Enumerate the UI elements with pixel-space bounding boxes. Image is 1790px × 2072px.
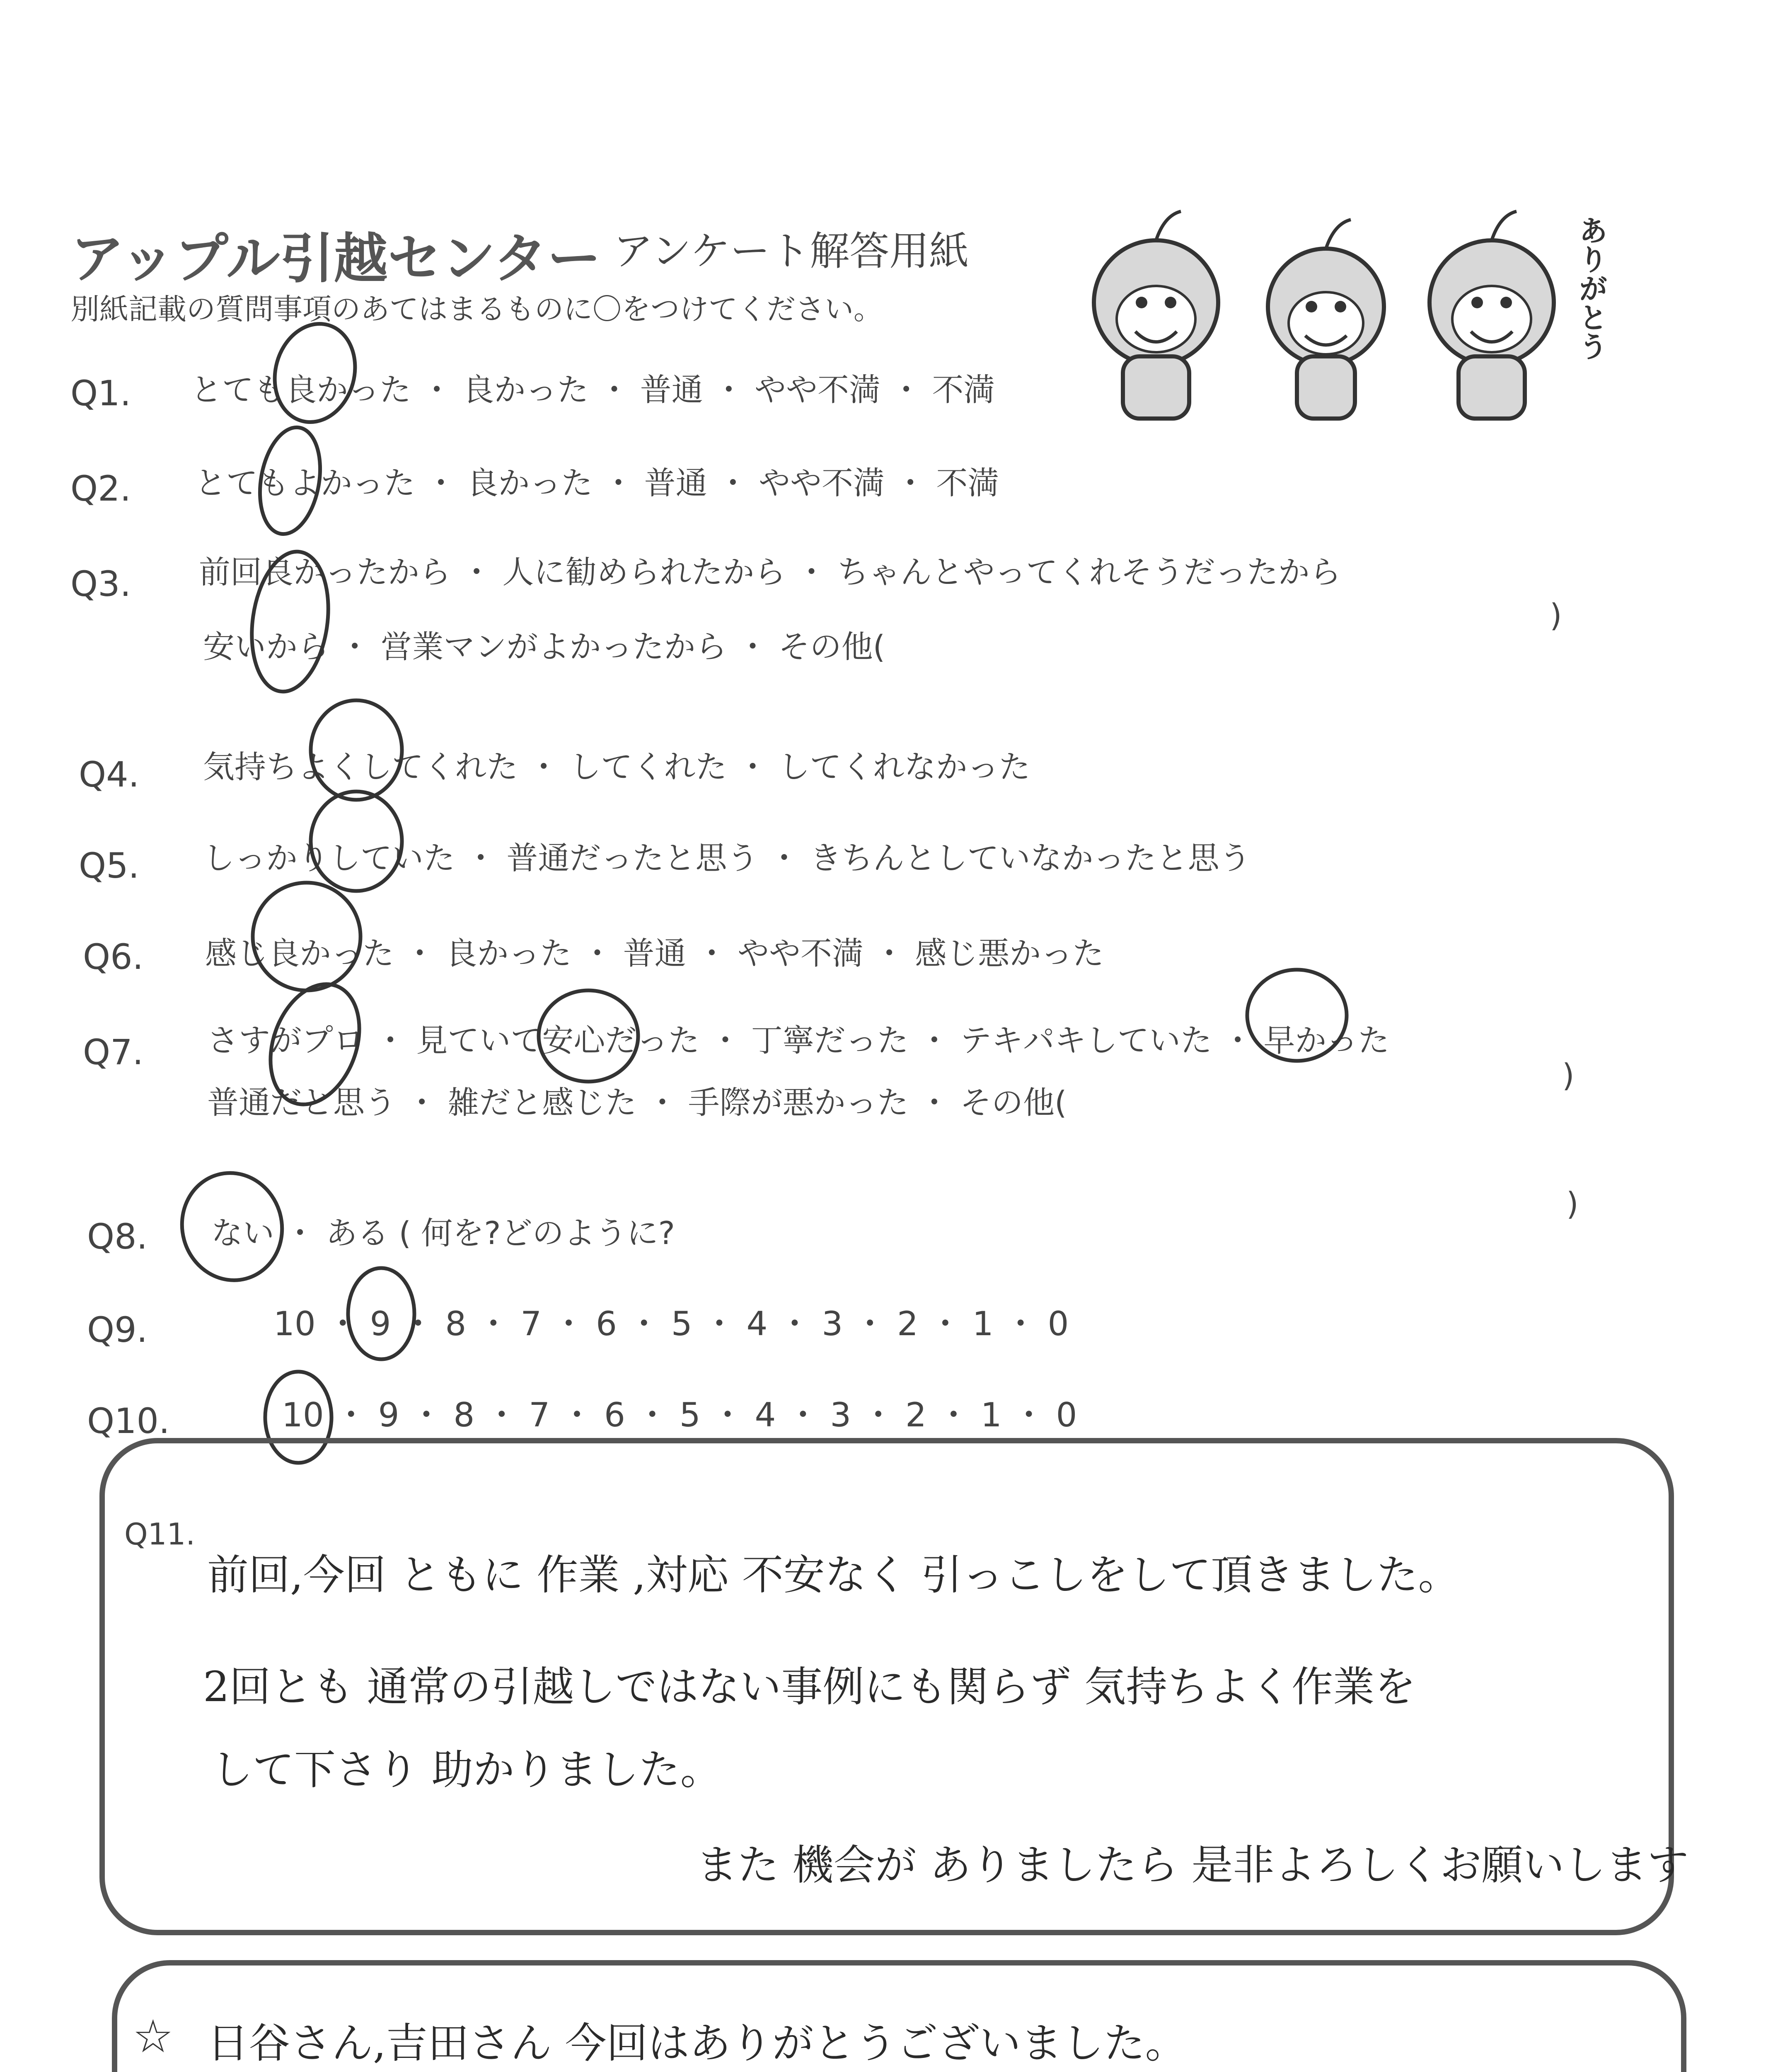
q6-option-2[interactable]: 良かった bbox=[445, 935, 572, 972]
q7-selected-circle-1 bbox=[255, 972, 375, 1117]
q6-number: Q6. bbox=[83, 937, 144, 977]
q9-score-3[interactable]: 3 bbox=[822, 1305, 843, 1343]
q10-number: Q10. bbox=[87, 1401, 170, 1441]
form-title: アンケート解答用紙 bbox=[613, 228, 969, 274]
mascot-thanks-text: ありがとう bbox=[1574, 215, 1608, 361]
q7-option-7[interactable]: 雑だと感じた bbox=[448, 1084, 637, 1121]
q7-option-2[interactable]: 見ていて安心だった bbox=[416, 1022, 700, 1059]
q5-option-1[interactable]: しっかりしていた bbox=[203, 840, 455, 876]
q1-selected-circle bbox=[264, 315, 366, 431]
q4-option-3[interactable]: してくれなかった bbox=[778, 748, 1030, 785]
q2-number: Q2. bbox=[70, 468, 131, 509]
q3-option-6[interactable]: その他( bbox=[778, 628, 885, 665]
q7-selected-circle-2 bbox=[539, 990, 638, 1082]
q8-selected-circle bbox=[170, 1162, 294, 1291]
q6-option-1[interactable]: 感じ良かった bbox=[205, 935, 394, 972]
q9-score-10[interactable]: 10 bbox=[273, 1305, 316, 1343]
q4-number: Q4. bbox=[79, 754, 140, 795]
q10-score-3[interactable]: 3 bbox=[830, 1396, 851, 1434]
q1-option-1[interactable]: とても良かった bbox=[191, 371, 411, 408]
q9-score-1[interactable]: 1 bbox=[972, 1305, 994, 1343]
q9-score-2[interactable]: 2 bbox=[897, 1305, 918, 1343]
q4-options: 気持ちよくしてくれた ・ してくれた ・ してくれなかった bbox=[203, 748, 1030, 785]
q5-options: しっかりしていた ・ 普通だったと思う ・ きちんとしていなかったと思う bbox=[203, 840, 1251, 876]
q1-option-5[interactable]: 不満 bbox=[932, 371, 995, 408]
q3-option-4[interactable]: 安いから bbox=[203, 628, 329, 665]
q3-option-3[interactable]: ちゃんとやってくれそうだったから bbox=[837, 554, 1341, 591]
q3-option-5[interactable]: 営業マンがよかったから bbox=[380, 628, 727, 665]
q3-option-2[interactable]: 人に勧められたから bbox=[502, 554, 786, 591]
q9-score-9[interactable]: 9 bbox=[370, 1305, 391, 1343]
q1-options: とても良かった ・ 良かった ・ 普通 ・ やや不満 ・ 不満 bbox=[191, 371, 995, 408]
q7-options-line1: さすがプロ ・ 見ていて安心だった ・ 丁寧だった ・ テキパキしていた ・ 早かった bbox=[207, 1022, 1390, 1059]
q8-options: ない ・ ある ( 何を?どのように? bbox=[211, 1215, 675, 1251]
q7-selected-circle-3 bbox=[1247, 970, 1347, 1061]
q11-line-3: して下さり 助かりました。 bbox=[211, 1745, 722, 1794]
q9-selected-circle bbox=[348, 1268, 414, 1359]
q9-score-7[interactable]: 7 bbox=[520, 1305, 542, 1343]
q7-options-line2: 普通だと思う ・ 雑だと感じた ・ 手際が悪かった ・ その他( bbox=[207, 1084, 1067, 1121]
comment-line-1: 日谷さん,吉田さん 今回はありがとうございました。 bbox=[207, 2019, 1187, 2067]
q3-selected-circle bbox=[243, 547, 337, 697]
q10-score-4[interactable]: 4 bbox=[755, 1396, 776, 1434]
q1-option-2[interactable]: 良かった bbox=[462, 371, 589, 408]
q7-close-paren: ) bbox=[1562, 1057, 1575, 1094]
q2-option-4[interactable]: やや不満 bbox=[758, 465, 885, 501]
q7-option-6[interactable]: 普通だと思う bbox=[207, 1084, 396, 1121]
q5-option-3[interactable]: きちんとしていなかったと思う bbox=[810, 840, 1251, 876]
brand-title: アップル引越センター bbox=[70, 227, 601, 290]
q9-scale: 10 ・ 9 ・ 8 ・ 7 ・ 6 ・ 5 ・ 4 ・ 3 ・ 2 ・ 1 ・ 0 bbox=[273, 1305, 1069, 1343]
q6-option-5[interactable]: 感じ悪かった bbox=[915, 935, 1104, 972]
q3-close-paren: ) bbox=[1550, 597, 1562, 634]
q10-score-6[interactable]: 6 bbox=[604, 1396, 625, 1434]
q9-score-6[interactable]: 6 bbox=[595, 1305, 617, 1343]
q9-number: Q9. bbox=[87, 1310, 148, 1350]
q10-score-7[interactable]: 7 bbox=[529, 1396, 550, 1434]
q7-option-9[interactable]: その他( bbox=[960, 1084, 1067, 1121]
q7-option-5[interactable]: 早かった bbox=[1263, 1022, 1390, 1059]
q11-line-4: また 機会が ありましたら 是非よろしくお願いします bbox=[696, 1841, 1689, 1889]
q7-option-4[interactable]: テキパキしていた bbox=[960, 1022, 1212, 1059]
q2-option-2[interactable]: 良かった bbox=[467, 465, 593, 501]
q6-option-4[interactable]: やや不満 bbox=[737, 935, 864, 972]
star-mark: ☆ bbox=[133, 2010, 174, 2063]
q9-score-0[interactable]: 0 bbox=[1047, 1305, 1069, 1343]
q9-score-5[interactable]: 5 bbox=[671, 1305, 692, 1343]
q2-option-5[interactable]: 不満 bbox=[936, 465, 999, 501]
q3-option-1[interactable]: 前回良かったから bbox=[199, 554, 451, 591]
q8-number: Q8. bbox=[87, 1216, 148, 1257]
q3-options-line1: 前回良かったから ・ 人に勧められたから ・ ちゃんとやってくれそうだったから bbox=[199, 554, 1341, 591]
q4-option-1[interactable]: 気持ちよくしてくれた bbox=[203, 748, 518, 785]
q10-score-10[interactable]: 10 bbox=[282, 1396, 324, 1434]
q6-options: 感じ良かった ・ 良かった ・ 普通 ・ やや不満 ・ 感じ悪かった bbox=[205, 935, 1104, 972]
q1-number: Q1. bbox=[70, 373, 131, 414]
q7-option-3[interactable]: 丁寧だった bbox=[751, 1022, 909, 1059]
q2-selected-circle bbox=[252, 423, 328, 539]
q8-option-2[interactable]: ある ( 何を?どのように? bbox=[326, 1215, 675, 1251]
q1-option-4[interactable]: やや不満 bbox=[754, 371, 880, 408]
q4-option-2[interactable]: してくれた bbox=[569, 748, 727, 785]
q4-selected-circle bbox=[311, 700, 402, 800]
q7-option-8[interactable]: 手際が悪かった bbox=[688, 1084, 909, 1121]
q3-options-line2: 安いから ・ 営業マンがよかったから ・ その他( bbox=[203, 628, 885, 665]
q6-option-3[interactable]: 普通 bbox=[623, 935, 686, 972]
q10-score-8[interactable]: 8 bbox=[453, 1396, 475, 1434]
q2-option-3[interactable]: 普通 bbox=[644, 465, 707, 501]
q2-options: とてもよかった ・ 良かった ・ 普通 ・ やや不満 ・ 不満 bbox=[195, 465, 999, 501]
q6-selected-circle bbox=[253, 883, 360, 990]
q1-option-3[interactable]: 普通 bbox=[640, 371, 703, 408]
q8-close-paren: ) bbox=[1566, 1185, 1579, 1222]
q9-score-8[interactable]: 8 bbox=[445, 1305, 467, 1343]
q10-score-9[interactable]: 9 bbox=[378, 1396, 399, 1434]
q5-number: Q5. bbox=[79, 845, 140, 886]
q2-option-1[interactable]: とてもよかった bbox=[195, 465, 415, 501]
q7-number: Q7. bbox=[83, 1032, 144, 1072]
q7-option-1[interactable]: さすがプロ bbox=[207, 1022, 365, 1059]
q10-score-5[interactable]: 5 bbox=[679, 1396, 701, 1434]
q10-score-1[interactable]: 1 bbox=[980, 1396, 1002, 1434]
q5-selected-circle bbox=[311, 792, 402, 891]
q8-option-1[interactable]: ない bbox=[211, 1215, 274, 1251]
q11-line-1: 前回,今回 ともに 作業 ,対応 不安なく 引っこしをして頂きました。 bbox=[207, 1551, 1460, 1599]
q9-score-4[interactable]: 4 bbox=[746, 1305, 768, 1343]
q10-score-2[interactable]: 2 bbox=[905, 1396, 926, 1434]
q10-score-0[interactable]: 0 bbox=[1056, 1396, 1077, 1434]
q5-option-2[interactable]: 普通だったと思う bbox=[506, 840, 759, 876]
q11-line-2: 2回とも 通常の引越しではない事例にも関らず 気持ちよく作業を bbox=[203, 1663, 1416, 1711]
q10-scale: 10 ・ 9 ・ 8 ・ 7 ・ 6 ・ 5 ・ 4 ・ 3 ・ 2 ・ 1 ・ 0 bbox=[282, 1396, 1077, 1434]
instruction-text: 別紙記載の質問事項のあてはまるものに〇をつけてください。 bbox=[70, 292, 883, 326]
q3-number: Q3. bbox=[70, 564, 131, 604]
q11-label: Q11. bbox=[124, 1517, 196, 1552]
